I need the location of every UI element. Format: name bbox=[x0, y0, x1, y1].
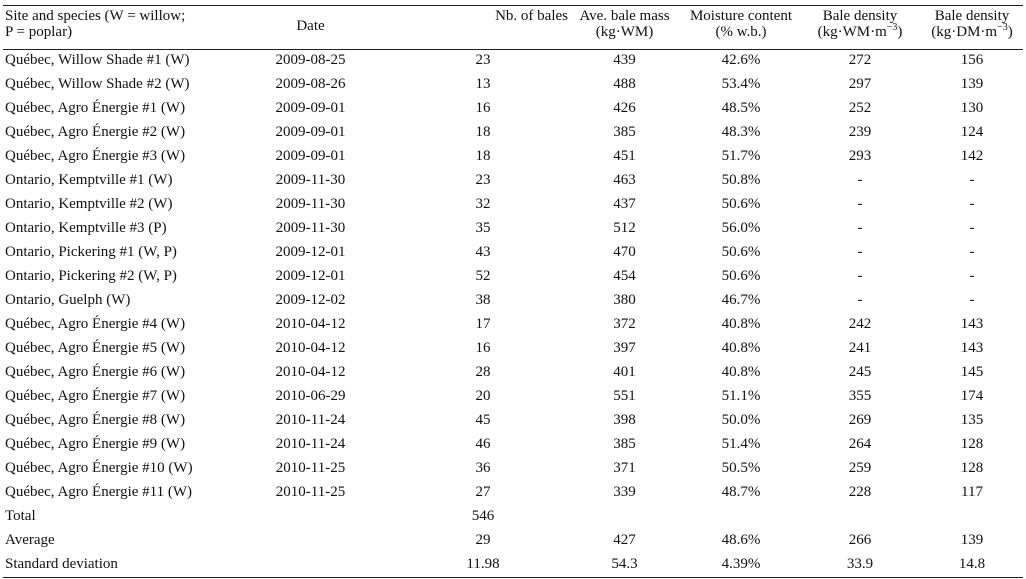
cell-density-wm: 355 bbox=[848, 388, 872, 404]
cell-moisture: 56.0% bbox=[721, 220, 761, 236]
cell-site: Québec, Willow Shade #2 (W) bbox=[5, 76, 190, 92]
cell-site: Average bbox=[5, 532, 55, 548]
cell-site: Ontario, Pickering #1 (W, P) bbox=[5, 244, 177, 260]
cell-site: Québec, Willow Shade #1 (W) bbox=[5, 52, 190, 68]
cell-date: 2010-11-24 bbox=[275, 412, 346, 428]
cell-site: Ontario, Kemptville #2 (W) bbox=[5, 196, 173, 212]
cell-density-dm: 128 bbox=[960, 460, 984, 476]
cell-site: Québec, Agro Énergie #4 (W) bbox=[5, 316, 186, 332]
cell-density-wm bbox=[801, 504, 919, 528]
cell-bales: 27 bbox=[475, 484, 491, 500]
cell-moisture: 48.5% bbox=[721, 100, 761, 116]
table-row bbox=[3, 552, 1025, 576]
cell-moisture: 51.1% bbox=[721, 388, 761, 404]
cell-bales: 45 bbox=[475, 412, 491, 428]
table-row bbox=[3, 240, 1025, 264]
cell-date: 2010-04-12 bbox=[275, 316, 346, 332]
cell-density-wm: 269 bbox=[848, 412, 872, 428]
cell-bales: 23 bbox=[475, 172, 491, 188]
cell-density-wm: 264 bbox=[848, 436, 872, 452]
cell-date: 2009-09-01 bbox=[275, 124, 346, 140]
cell-mass: 451 bbox=[613, 148, 636, 164]
cell-mass: 426 bbox=[613, 100, 636, 116]
cell-site: Québec, Agro Énergie #1 (W) bbox=[5, 100, 186, 116]
cell-moisture: 40.8% bbox=[721, 340, 761, 356]
cell-density-dm: - bbox=[969, 292, 975, 308]
table-row bbox=[3, 216, 1025, 240]
cell-date bbox=[223, 504, 398, 528]
cell-density-wm: 242 bbox=[848, 316, 872, 332]
cell-density-dm: 174 bbox=[960, 388, 984, 404]
cell-density-wm: 228 bbox=[848, 484, 872, 500]
cell-density-dm: 128 bbox=[960, 436, 984, 452]
cell-site: Québec, Agro Énergie #9 (W) bbox=[5, 436, 186, 452]
table-body bbox=[3, 48, 1025, 576]
cell-site: Québec, Agro Énergie #2 (W) bbox=[5, 124, 186, 140]
table-row bbox=[3, 72, 1025, 96]
cell-density-dm: - bbox=[969, 196, 975, 212]
cell-moisture: 50.6% bbox=[721, 196, 761, 212]
cell-mass: 385 bbox=[613, 436, 636, 452]
cell-bales: 23 bbox=[475, 52, 491, 68]
cell-density-wm: - bbox=[857, 244, 863, 260]
cell-site: Québec, Agro Énergie #7 (W) bbox=[5, 388, 186, 404]
header-density-dm: Bale density $(kg\cdot DM\cdot m^{-3})$ bbox=[931, 8, 1013, 40]
cell-moisture: 4.39% bbox=[721, 556, 761, 572]
header-mass: Ave. bale mass (kg·WM) bbox=[579, 8, 670, 40]
cell-date: 2009-12-02 bbox=[275, 292, 346, 308]
cell-moisture: 50.6% bbox=[721, 244, 761, 260]
table-row bbox=[3, 504, 1025, 528]
cell-bales: 16 bbox=[475, 340, 491, 356]
cell-density-dm: 135 bbox=[960, 412, 984, 428]
cell-density-dm: 139 bbox=[960, 532, 984, 548]
cell-density-wm: 297 bbox=[848, 76, 872, 92]
cell-density-wm: - bbox=[857, 196, 863, 212]
cell-moisture: 51.7% bbox=[721, 148, 761, 164]
cell-density-dm: 14.8 bbox=[958, 556, 986, 572]
cell-site: Ontario, Kemptville #1 (W) bbox=[5, 172, 173, 188]
cell-density-dm: 145 bbox=[960, 364, 984, 380]
cell-density-wm: - bbox=[857, 292, 863, 308]
cell-mass: 401 bbox=[613, 364, 636, 380]
bale-data-table bbox=[3, 6, 1025, 576]
table-row bbox=[3, 480, 1025, 504]
cell-moisture: 50.5% bbox=[721, 460, 761, 476]
cell-date: 2010-04-12 bbox=[275, 364, 346, 380]
cell-moisture: 48.7% bbox=[721, 484, 761, 500]
cell-date: 2009-11-30 bbox=[275, 196, 346, 212]
cell-density-dm: 143 bbox=[960, 340, 984, 356]
cell-bales: 35 bbox=[475, 220, 491, 236]
cell-date: 2009-11-30 bbox=[275, 172, 346, 188]
table-row bbox=[3, 48, 1025, 72]
cell-moisture: 48.3% bbox=[721, 124, 761, 140]
cell-mass: 427 bbox=[613, 532, 636, 548]
cell-date: 2010-04-12 bbox=[275, 340, 346, 356]
cell-site: Ontario, Guelph (W) bbox=[5, 292, 131, 308]
cell-bales: 36 bbox=[475, 460, 491, 476]
table-row bbox=[3, 96, 1025, 120]
table-row bbox=[3, 408, 1025, 432]
cell-mass: 371 bbox=[613, 460, 636, 476]
table-row bbox=[3, 192, 1025, 216]
cell-moisture bbox=[681, 504, 801, 528]
cell-mass: 488 bbox=[613, 76, 636, 92]
cell-mass: 463 bbox=[613, 172, 636, 188]
cell-bales: 46 bbox=[475, 436, 491, 452]
cell-date: 2010-06-29 bbox=[275, 388, 346, 404]
cell-date: 2009-08-25 bbox=[275, 52, 346, 68]
cell-density-wm: 239 bbox=[848, 124, 872, 140]
cell-date: 2009-12-01 bbox=[275, 268, 346, 284]
header-bales: Nb. of bales bbox=[495, 8, 568, 24]
header-density-wm: Bale density $(kg\cdot WM\cdot m^{-3})$ bbox=[817, 8, 903, 40]
cell-moisture: 50.8% bbox=[721, 172, 761, 188]
cell-bales: 17 bbox=[475, 316, 491, 332]
cell-bales: 43 bbox=[475, 244, 491, 260]
cell-bales: 18 bbox=[475, 148, 491, 164]
table-row bbox=[3, 384, 1025, 408]
table-row bbox=[3, 528, 1025, 552]
cell-density-dm: 124 bbox=[960, 124, 984, 140]
cell-density-dm: 130 bbox=[960, 100, 984, 116]
cell-mass: 512 bbox=[613, 220, 636, 236]
cell-density-wm: - bbox=[857, 172, 863, 188]
table-row bbox=[3, 120, 1025, 144]
table-row bbox=[3, 168, 1025, 192]
cell-site: Québec, Agro Énergie #6 (W) bbox=[5, 364, 186, 380]
cell-date: 2010-11-24 bbox=[275, 436, 346, 452]
cell-date bbox=[223, 552, 398, 576]
cell-mass: 439 bbox=[613, 52, 636, 68]
cell-date: 2010-11-25 bbox=[275, 460, 346, 476]
cell-moisture: 46.7% bbox=[721, 292, 761, 308]
table-row bbox=[3, 360, 1025, 384]
cell-density-wm: 252 bbox=[848, 100, 872, 116]
cell-date: 2009-12-01 bbox=[275, 244, 346, 260]
cell-site: Québec, Agro Énergie #10 (W) bbox=[5, 460, 193, 476]
cell-density-wm: - bbox=[857, 268, 863, 284]
cell-density-wm: 33.9 bbox=[846, 556, 874, 572]
cell-mass: 397 bbox=[613, 340, 636, 356]
cell-site: Ontario, Pickering #2 (W, P) bbox=[5, 268, 177, 284]
cell-date: 2009-11-30 bbox=[275, 220, 346, 236]
cell-site: Québec, Agro Énergie #5 (W) bbox=[5, 340, 186, 356]
cell-density-wm: 245 bbox=[848, 364, 872, 380]
cell-bales: 38 bbox=[475, 292, 491, 308]
table-bottom-rule bbox=[3, 577, 1023, 578]
cell-site: Total bbox=[5, 508, 36, 524]
table-row bbox=[3, 144, 1025, 168]
cell-density-dm bbox=[919, 504, 1025, 528]
table-row bbox=[3, 432, 1025, 456]
cell-bales: 13 bbox=[475, 76, 491, 92]
cell-site: Québec, Agro Énergie #8 (W) bbox=[5, 412, 186, 428]
cell-moisture: 50.6% bbox=[721, 268, 761, 284]
cell-density-wm: 259 bbox=[848, 460, 872, 476]
cell-site: Standard deviation bbox=[5, 556, 118, 572]
cell-mass: 385 bbox=[613, 124, 636, 140]
cell-density-dm: 117 bbox=[961, 484, 983, 500]
cell-density-dm: 139 bbox=[960, 76, 984, 92]
cell-site: Québec, Agro Énergie #11 (W) bbox=[5, 484, 193, 500]
cell-mass: 339 bbox=[613, 484, 636, 500]
cell-moisture: 42.6% bbox=[721, 52, 761, 68]
cell-bales: 11.98 bbox=[466, 556, 500, 572]
cell-density-wm: 241 bbox=[848, 340, 872, 356]
table-row bbox=[3, 456, 1025, 480]
cell-date: 2009-09-01 bbox=[275, 100, 346, 116]
cell-mass: 54.3 bbox=[611, 556, 638, 572]
cell-mass bbox=[568, 504, 681, 528]
cell-date: 2010-11-25 bbox=[275, 484, 346, 500]
cell-bales: 28 bbox=[475, 364, 491, 380]
cell-moisture: 40.8% bbox=[721, 364, 761, 380]
header-date: Date bbox=[296, 18, 325, 34]
table-row bbox=[3, 264, 1025, 288]
cell-density-dm: - bbox=[969, 220, 975, 236]
cell-density-dm: - bbox=[969, 172, 975, 188]
cell-density-wm: - bbox=[857, 220, 863, 236]
cell-mass: 551 bbox=[613, 388, 636, 404]
cell-moisture: 48.6% bbox=[721, 532, 761, 548]
cell-mass: 454 bbox=[613, 268, 636, 284]
cell-date: 2009-08-26 bbox=[275, 76, 346, 92]
cell-mass: 470 bbox=[613, 244, 636, 260]
cell-bales: 52 bbox=[475, 268, 491, 284]
cell-bales: 29 bbox=[475, 532, 491, 548]
cell-date: 2009-09-01 bbox=[275, 148, 346, 164]
cell-site: Québec, Agro Énergie #3 (W) bbox=[5, 148, 186, 164]
cell-mass: 372 bbox=[613, 316, 636, 332]
cell-moisture: 50.0% bbox=[721, 412, 761, 428]
cell-density-wm: 272 bbox=[848, 52, 872, 68]
cell-bales: 32 bbox=[475, 196, 491, 212]
header-site: Site and species (W = willow; P = poplar) bbox=[5, 8, 186, 40]
cell-mass: 398 bbox=[613, 412, 636, 428]
cell-density-dm: 142 bbox=[960, 148, 984, 164]
cell-mass: 437 bbox=[613, 196, 636, 212]
table-header-row bbox=[3, 6, 1025, 48]
table-row bbox=[3, 336, 1025, 360]
cell-density-wm: 266 bbox=[848, 532, 872, 548]
cell-moisture: 53.4% bbox=[721, 76, 761, 92]
cell-site: Ontario, Kemptville #3 (P) bbox=[5, 220, 167, 236]
cell-bales: 20 bbox=[475, 388, 491, 404]
header-moisture: Moisture content (% w.b.) bbox=[689, 8, 793, 40]
cell-density-dm: 156 bbox=[960, 52, 984, 68]
cell-bales: 18 bbox=[475, 124, 491, 140]
cell-density-dm: 143 bbox=[960, 316, 984, 332]
cell-moisture: 51.4% bbox=[721, 436, 761, 452]
cell-moisture: 40.8% bbox=[721, 316, 761, 332]
table-row bbox=[3, 312, 1025, 336]
cell-density-dm: - bbox=[969, 268, 975, 284]
cell-bales: 16 bbox=[475, 100, 491, 116]
cell-mass: 380 bbox=[613, 292, 636, 308]
cell-bales: 546 bbox=[471, 508, 495, 524]
cell-density-dm: - bbox=[969, 244, 975, 260]
table-row bbox=[3, 288, 1025, 312]
cell-date bbox=[223, 528, 398, 552]
cell-density-wm: 293 bbox=[848, 148, 872, 164]
